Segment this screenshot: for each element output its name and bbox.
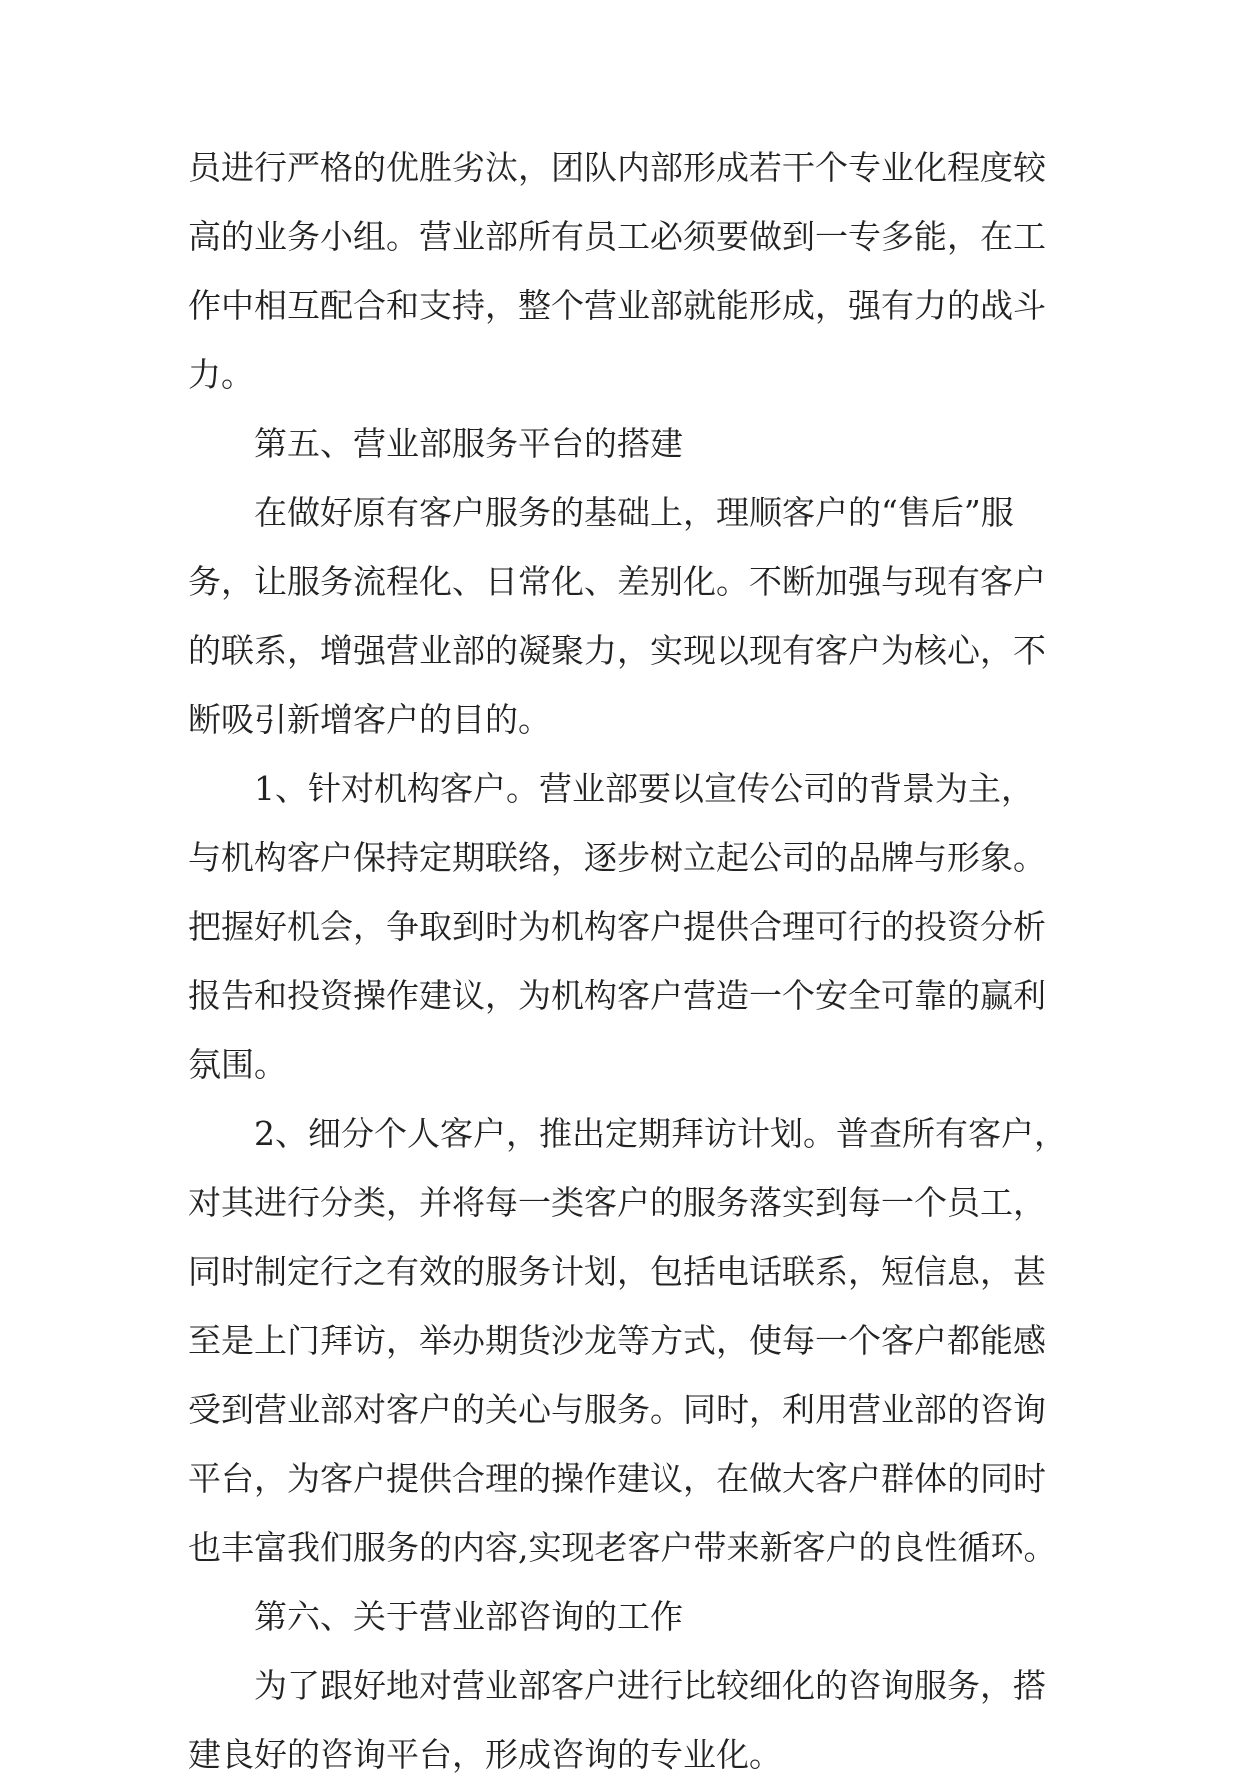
text-line: 氛围。 xyxy=(188,1045,287,1084)
text-line: 报告和投资操作建议，为机构客户营造一个安全可靠的赢利 xyxy=(188,976,1046,1015)
section-heading: 第六、关于营业部咨询的工作 xyxy=(254,1597,683,1636)
text-line: 把握好机会，争取到时为机构客户提供合理可行的投资分析 xyxy=(188,907,1046,946)
text-line: 至是上门拜访，举办期货沙龙等方式，使每一个客户都能感 xyxy=(188,1321,1046,1360)
text-line: 在做好原有客户服务的基础上，理顺客户的“售后”服 xyxy=(254,493,1014,532)
text-line: 员进行严格的优胜劣汰，团队内部形成若干个专业化程度较 xyxy=(188,148,1046,187)
text-line: 的联系，增强营业部的凝聚力，实现以现有客户为核心，不 xyxy=(188,631,1046,670)
text-line: 也丰富我们服务的内容,实现老客户带来新客户的良性循环。 xyxy=(188,1528,1057,1567)
text-line: 作中相互配合和支持，整个营业部就能形成，强有力的战斗 xyxy=(188,286,1046,325)
section-heading: 第五、营业部服务平台的搭建 xyxy=(254,424,683,463)
text-line: 高的业务小组。营业部所有员工必须要做到一专多能，在工 xyxy=(188,217,1046,256)
text-line: 对其进行分类，并将每一类客户的服务落实到每一个员工， xyxy=(188,1183,1046,1222)
text-line: 受到营业部对客户的关心与服务。同时，利用营业部的咨询 xyxy=(188,1390,1046,1429)
text-line: 同时制定行之有效的服务计划，包括电话联系，短信息，甚 xyxy=(188,1252,1046,1291)
text-line: 为了跟好地对营业部客户进行比较细化的咨询服务，搭 xyxy=(254,1666,1046,1705)
text-line: 与机构客户保持定期联络，逐步树立起公司的品牌与形象。 xyxy=(188,838,1046,877)
text-line: 2、细分个人客户，推出定期拜访计划。普查所有客户， xyxy=(254,1114,1067,1153)
text-line: 力。 xyxy=(188,355,254,394)
text-line: 务，让服务流程化、日常化、差别化。不断加强与现有客户 xyxy=(188,562,1046,601)
text-line: 1、针对机构客户。营业部要以宣传公司的背景为主， xyxy=(254,769,1034,808)
text-line: 平台，为客户提供合理的操作建议，在做大客户群体的同时 xyxy=(188,1459,1046,1498)
text-line: 建良好的咨询平台，形成咨询的专业化。 xyxy=(188,1735,782,1774)
text-line: 断吸引新增客户的目的。 xyxy=(188,700,551,739)
